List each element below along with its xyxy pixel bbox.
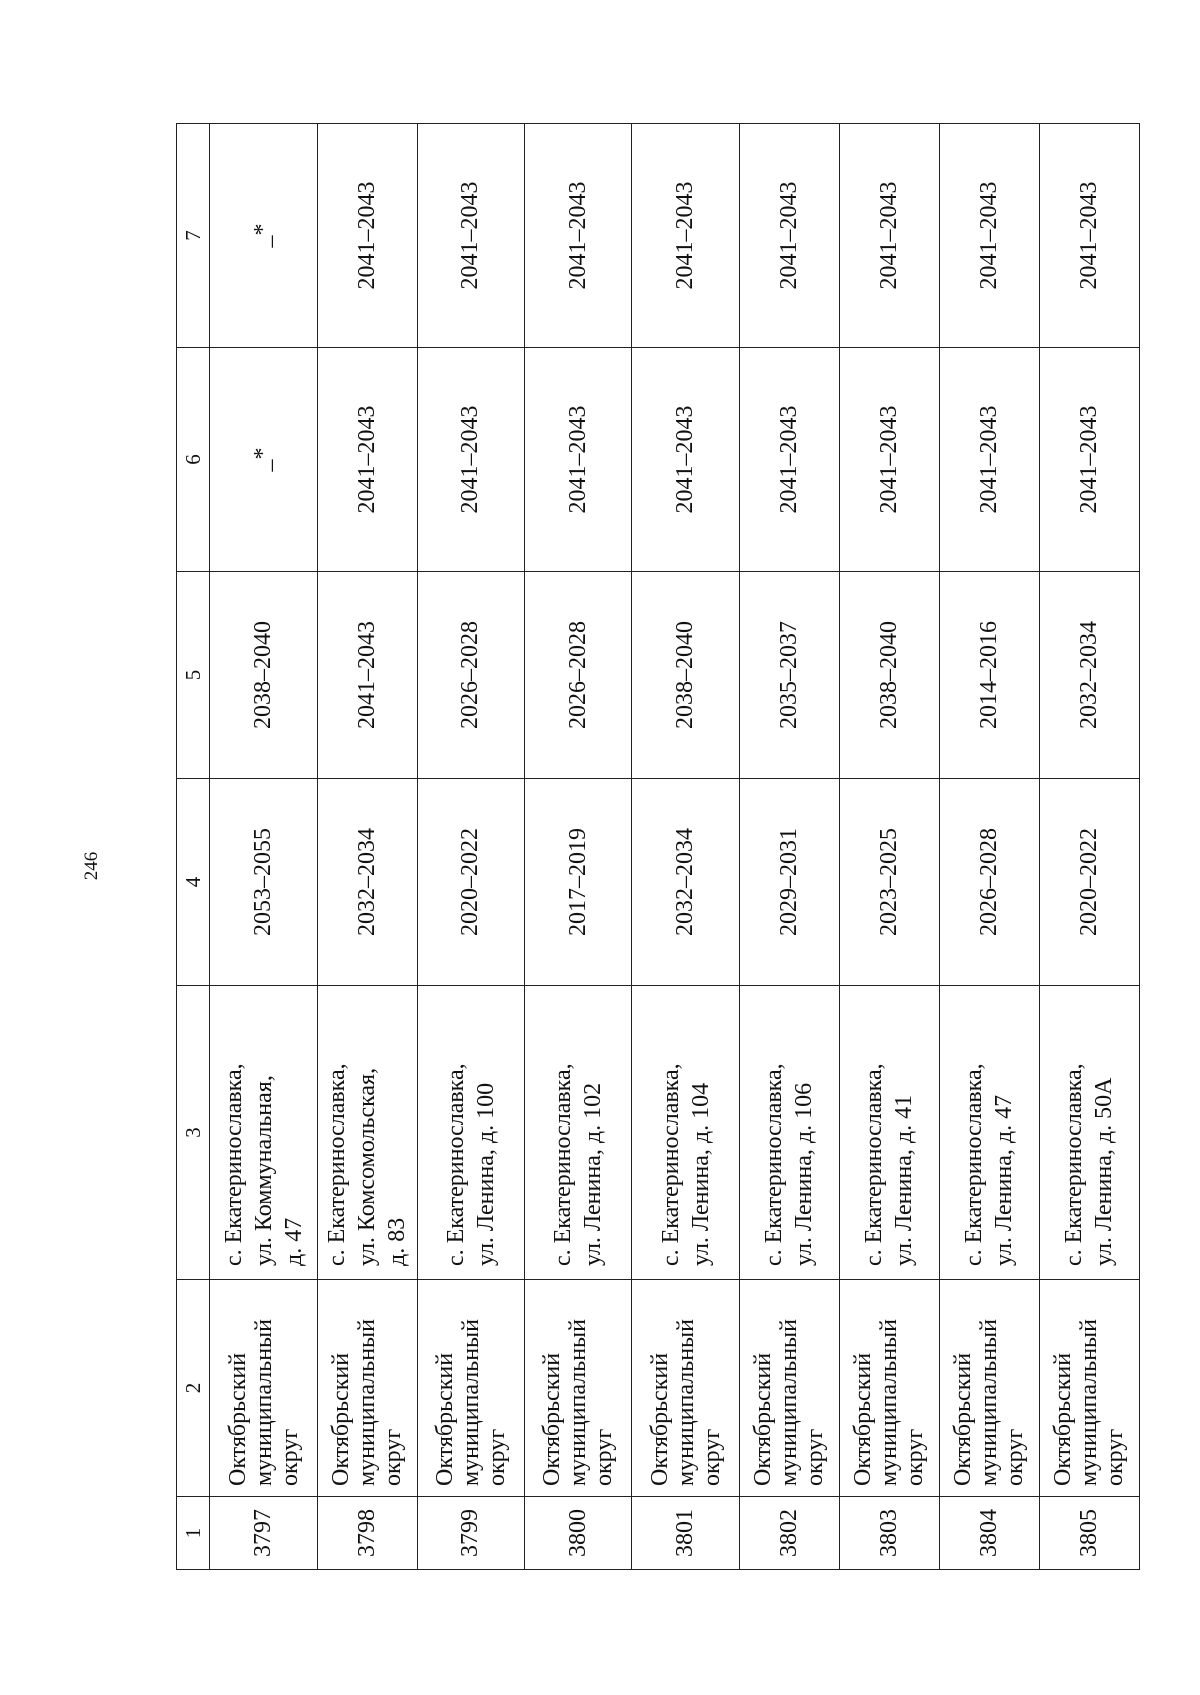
cell-line: ул. Коммунальная, [250, 1075, 277, 1266]
table-cell-c2 [417, 1280, 524, 1497]
table-cell-c4: 2023–2025 [839, 779, 939, 986]
cell-line: д. 83 [384, 1217, 411, 1266]
table-cell-c7: 2041–2043 [739, 124, 839, 348]
table-cell-c3 [1039, 986, 1139, 1280]
table-cell-c7: 2041–2043 [417, 124, 524, 348]
cell-line: с. Екатеринославка, [220, 1063, 247, 1266]
cell-line: округ [1102, 1428, 1129, 1486]
table-cell-c7: 2041–2043 [317, 124, 417, 348]
table-row [417, 124, 524, 1570]
header-cell: 1 [177, 1497, 210, 1570]
table-header-row [177, 124, 210, 1570]
header-cell: 6 [177, 348, 210, 572]
table-cell-c1: 3804 [939, 1497, 1039, 1570]
table-cell-c6: 2041–2043 [739, 348, 839, 572]
table-cell-c4: 2053–2055 [210, 779, 317, 986]
header-cell: 5 [177, 572, 210, 779]
cell-line: округ [276, 1428, 303, 1486]
table-cell-c6: 2041–2043 [839, 348, 939, 572]
table-cell-c4: 2032–2034 [317, 779, 417, 986]
table-row [1039, 124, 1139, 1570]
cell-line: с. Екатеринославка, [961, 1063, 988, 1266]
table-cell-c7: 2041–2043 [839, 124, 939, 348]
table-cell-c5: 2038–2040 [210, 572, 317, 779]
table-cell-c5: 2032–2034 [1039, 572, 1139, 779]
table-cell-c4: 2020–2022 [417, 779, 524, 986]
cell-line: Октябрьский [1050, 1352, 1077, 1486]
table-cell-c5: 2038–2040 [839, 572, 939, 779]
cell-line: муниципальный [776, 1318, 803, 1486]
cell-line: муниципальный [672, 1318, 699, 1486]
cell-line: с. Екатеринославка, [657, 1063, 684, 1266]
cell-line: округ [902, 1428, 929, 1486]
table-cell-c1: 3805 [1039, 1497, 1139, 1570]
table-body [177, 124, 1140, 1570]
table-cell-c2 [525, 1280, 632, 1497]
table-cell-c1: 3803 [839, 1497, 939, 1570]
table-cell-c3 [739, 986, 839, 1280]
table-cell-c3 [839, 986, 939, 1280]
cell-line: округ [380, 1428, 407, 1486]
cell-line: с. Екатеринославка, [324, 1063, 351, 1266]
cell-line: Октябрьский [328, 1352, 355, 1486]
table-row [525, 124, 632, 1570]
cell-line: ул. Ленина, д. 106 [791, 1082, 818, 1266]
table-cell-c3 [210, 986, 317, 1280]
table-row [632, 124, 739, 1570]
table-cell-c7: 2041–2043 [525, 124, 632, 348]
table-cell-c4: 2029–2031 [739, 779, 839, 986]
header-cell: 4 [177, 779, 210, 986]
cell-line: с. Екатеринославка, [1061, 1063, 1088, 1266]
table-cell-c6: 2041–2043 [317, 348, 417, 572]
table-cell-c1: 3798 [317, 1497, 417, 1570]
table-cell-c2 [210, 1280, 317, 1497]
table-cell-c6: _* [210, 348, 317, 572]
cell-line: ул. Ленина, д. 102 [580, 1082, 607, 1266]
cell-line: Октябрьский [850, 1352, 877, 1486]
table-cell-c6: 2041–2043 [632, 348, 739, 572]
table-cell-c2 [939, 1280, 1039, 1497]
cell-line: ул. Ленина, д. 100 [472, 1082, 499, 1266]
table-cell-c1: 3802 [739, 1497, 839, 1570]
table-cell-c2 [739, 1280, 839, 1497]
table-row [210, 124, 317, 1570]
table-cell-c5: 2026–2028 [525, 572, 632, 779]
table-cell-c7: _* [210, 124, 317, 348]
table-cell-c7: 2041–2043 [1039, 124, 1139, 348]
table-cell-c5: 2014–2016 [939, 572, 1039, 779]
table-cell-c5: 2038–2040 [632, 572, 739, 779]
cell-line: муниципальный [565, 1318, 592, 1486]
cell-line: с. Екатеринославка, [761, 1063, 788, 1266]
cell-line: д. 47 [280, 1217, 307, 1266]
cell-line: Октябрьский [224, 1352, 251, 1486]
table-container [176, 124, 1140, 1570]
header-cell: 3 [177, 986, 210, 1280]
table-cell-c4: 2017–2019 [525, 779, 632, 986]
cell-line: ул. Ленина, д. 47 [991, 1094, 1018, 1266]
cell-line: Октябрьский [539, 1352, 566, 1486]
table-row [839, 124, 939, 1570]
table-cell-c2 [839, 1280, 939, 1497]
cell-line: с. Екатеринославка, [550, 1063, 577, 1266]
table-cell-c2 [1039, 1280, 1139, 1497]
cell-line: с. Екатеринославка, [442, 1063, 469, 1266]
cell-line: муниципальный [354, 1318, 381, 1486]
table-cell-c3 [525, 986, 632, 1280]
cell-line: Октябрьский [431, 1352, 458, 1486]
header-cell: 7 [177, 124, 210, 348]
cell-line: муниципальный [457, 1318, 484, 1486]
data-table [176, 123, 1140, 1570]
cell-line: ул. Ленина, д. 104 [687, 1082, 714, 1266]
cell-line: муниципальный [1076, 1318, 1103, 1486]
header-cell: 2 [177, 1280, 210, 1497]
cell-line: муниципальный [250, 1318, 277, 1486]
cell-line: ул. Комсомольская, [354, 1067, 381, 1266]
table-cell-c3 [939, 986, 1039, 1280]
cell-line: с. Екатеринославка, [861, 1063, 888, 1266]
table-cell-c5: 2041–2043 [317, 572, 417, 779]
page-number: 246 [81, 851, 102, 881]
table-row [317, 124, 417, 1570]
table-cell-c5: 2035–2037 [739, 572, 839, 779]
table-cell-c4: 2020–2022 [1039, 779, 1139, 986]
table-cell-c6: 2041–2043 [1039, 348, 1139, 572]
table-cell-c1: 3799 [417, 1497, 524, 1570]
cell-line: округ [483, 1428, 510, 1486]
table-cell-c3 [417, 986, 524, 1280]
table-cell-c3 [317, 986, 417, 1280]
table-cell-c1: 3797 [210, 1497, 317, 1570]
table-cell-c5: 2026–2028 [417, 572, 524, 779]
table-cell-c2 [317, 1280, 417, 1497]
cell-line: ул. Ленина, д. 50А [1091, 1077, 1118, 1266]
cell-line: муниципальный [876, 1318, 903, 1486]
table-cell-c6: 2041–2043 [417, 348, 524, 572]
cell-line: Октябрьский [950, 1352, 977, 1486]
cell-line: округ [802, 1428, 829, 1486]
table-cell-c6: 2041–2043 [525, 348, 632, 572]
table-cell-c1: 3800 [525, 1497, 632, 1570]
table-cell-c3 [632, 986, 739, 1280]
cell-line: ул. Ленина, д. 41 [891, 1094, 918, 1266]
table-cell-c4: 2026–2028 [939, 779, 1039, 986]
cell-line: округ [591, 1428, 618, 1486]
cell-line: Октябрьский [646, 1352, 673, 1486]
table-cell-c1: 3801 [632, 1497, 739, 1570]
table-cell-c2 [632, 1280, 739, 1497]
table-cell-c4: 2032–2034 [632, 779, 739, 986]
table-cell-c7: 2041–2043 [939, 124, 1039, 348]
cell-line: Октябрьский [750, 1352, 777, 1486]
table-cell-c6: 2041–2043 [939, 348, 1039, 572]
table-row [739, 124, 839, 1570]
table-cell-c7: 2041–2043 [632, 124, 739, 348]
cell-line: округ [1002, 1428, 1029, 1486]
table-row [939, 124, 1039, 1570]
cell-line: округ [698, 1428, 725, 1486]
cell-line: муниципальный [976, 1318, 1003, 1486]
